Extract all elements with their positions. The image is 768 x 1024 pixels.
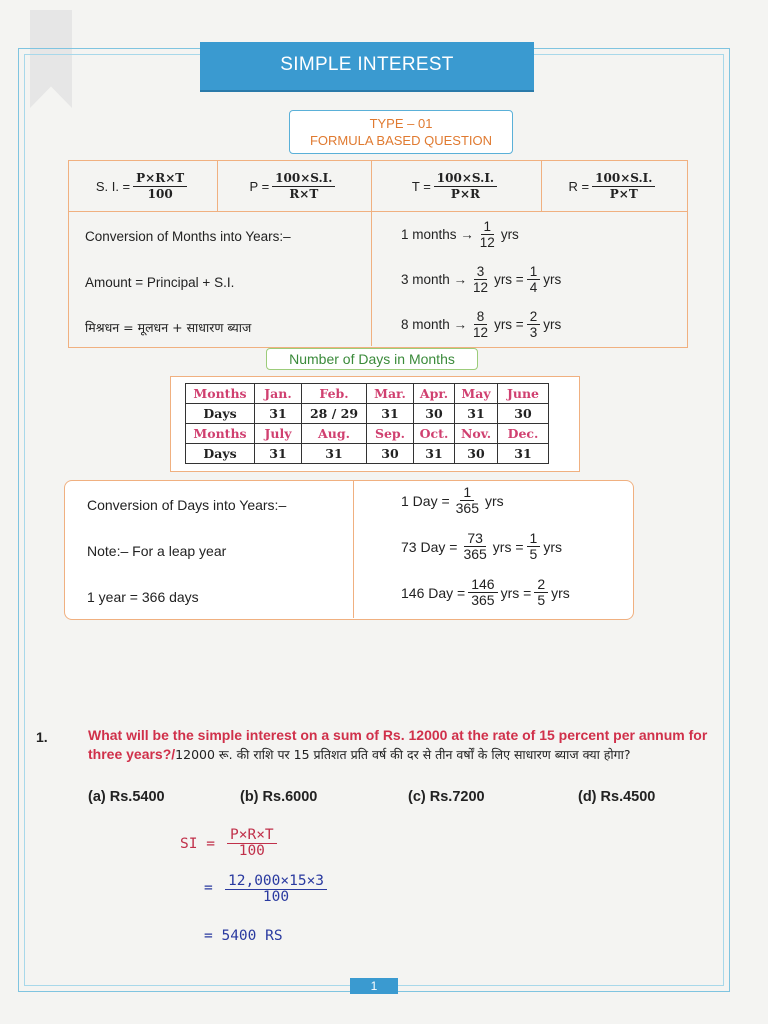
conversion-text: 8 month → — [401, 317, 468, 332]
table-cell: 31 — [367, 404, 414, 424]
numerator: P×R×T — [227, 828, 277, 844]
table-row — [186, 384, 549, 404]
p-formula-lhs: P = — [249, 178, 270, 194]
denominator: 12 — [479, 235, 495, 250]
table-cell: 31 — [414, 444, 455, 464]
numerator: 73 — [464, 531, 486, 547]
denominator: 100 — [262, 889, 290, 905]
divider — [217, 161, 218, 211]
month-conversion-8 — [401, 309, 561, 340]
table-cell: Oct. — [414, 424, 455, 444]
solution-equals: = — [204, 880, 213, 896]
numerator: 2 — [527, 309, 541, 325]
table-cell: Feb. — [302, 384, 367, 404]
fraction — [527, 531, 541, 562]
days-conversion-box — [64, 480, 634, 620]
option-c[interactable]: (c) Rs.7200 — [408, 789, 485, 805]
r-formula-lhs: R = — [568, 178, 590, 194]
table-cell: Sep. — [367, 424, 414, 444]
divider — [353, 481, 354, 618]
table-cell: Nov. — [455, 424, 498, 444]
conversion-unit: yrs — [543, 317, 562, 332]
denominator: 365 — [471, 592, 495, 608]
table-cell: 31 — [455, 404, 498, 424]
numerator: 1 — [460, 485, 474, 501]
table-cell: Apr. — [414, 384, 455, 404]
numerator: 1 — [527, 264, 541, 280]
fraction — [453, 485, 482, 516]
conversion-unit: yrs — [485, 492, 504, 509]
type-number: TYPE – 01 — [369, 116, 433, 131]
days-conversion-heading: Conversion of Days into Years:– — [87, 497, 287, 513]
month-conversion-3 — [401, 264, 561, 295]
numerator: 12,000×15×3 — [225, 874, 327, 890]
conversion-equals: yrs = — [500, 584, 532, 601]
fraction — [527, 264, 541, 295]
p-formula — [217, 161, 371, 211]
conversion-equals: yrs = — [492, 538, 524, 555]
table-row — [186, 444, 549, 464]
day-conversion-73 — [401, 531, 562, 562]
solution-lhs: SI = — [180, 836, 215, 852]
table-cell: July — [255, 424, 302, 444]
amount-formula-hindi: मिश्रधन = मूलधन + साधारण ब्याज — [85, 320, 252, 335]
denominator: 12 — [473, 280, 489, 295]
solution-result: = 5400 RS — [204, 928, 283, 944]
table-cell: 31 — [255, 404, 302, 424]
table-cell: 31 — [498, 444, 549, 464]
table-cell: May — [455, 384, 498, 404]
option-b[interactable]: (b) Rs.6000 — [240, 789, 318, 805]
fraction — [477, 219, 498, 250]
t-formula-lhs: T = — [411, 178, 431, 194]
r-denominator: P×T — [609, 186, 638, 201]
numerator: 1 — [527, 531, 541, 547]
table-cell: Months — [186, 424, 255, 444]
page-number: 1 — [350, 978, 398, 994]
si-numerator: P×R×T — [133, 171, 187, 187]
divider — [371, 161, 372, 346]
fraction — [470, 264, 491, 295]
denominator: 5 — [537, 592, 546, 608]
si-fraction — [133, 171, 187, 202]
fraction — [460, 531, 489, 562]
table-row — [186, 404, 549, 424]
conversion-text: 146 Day = — [401, 584, 466, 601]
t-denominator: P×R — [450, 186, 480, 201]
t-formula — [371, 161, 541, 211]
numerator: 1 — [481, 219, 495, 235]
table-cell: 30 — [455, 444, 498, 464]
days-section-label: Number of Days in Months — [266, 348, 478, 370]
r-fraction — [592, 171, 655, 202]
denominator: 365 — [455, 500, 479, 516]
denominator: 4 — [529, 280, 538, 295]
table-cell: Months — [186, 384, 255, 404]
fraction — [470, 309, 491, 340]
type-description: FORMULA BASED QUESTION — [309, 133, 493, 148]
table-cell: 28 / 29 — [302, 404, 367, 424]
p-denominator: R×T — [289, 186, 319, 201]
p-numerator: 100×S.I. — [272, 171, 335, 187]
question-text-hindi: 12000 रू. की राशि पर 15 प्रतिशत प्रति वर्ष की दर से तीन वर्षों के लिए साधारण ब्याज क्या होगा? — [175, 747, 631, 762]
conversion-unit: yrs — [543, 538, 562, 555]
table-cell: Jan. — [255, 384, 302, 404]
table-cell: June — [498, 384, 549, 404]
r-formula — [541, 161, 686, 211]
amount-formula: Amount = Principal + S.I. — [85, 275, 235, 290]
numerator: 3 — [474, 264, 488, 280]
table-cell: Days — [186, 444, 255, 464]
fraction — [534, 577, 548, 608]
conversion-equals: yrs = — [494, 272, 524, 287]
question-text — [88, 726, 720, 764]
type-label — [289, 110, 513, 154]
table-cell: Aug. — [302, 424, 367, 444]
page-title: SIMPLE INTEREST — [200, 42, 534, 90]
table-cell: Days — [186, 404, 255, 424]
formula-table — [68, 160, 688, 348]
conversion-unit: yrs — [543, 272, 562, 287]
si-formula — [69, 161, 217, 211]
fraction — [527, 309, 541, 340]
solution-formula-fraction — [227, 828, 277, 859]
days-table-container — [170, 376, 580, 472]
days-in-months-table — [185, 383, 549, 464]
denominator: 12 — [473, 325, 489, 340]
conversion-text: 73 Day = — [401, 538, 458, 555]
table-cell: 30 — [367, 444, 414, 464]
table-cell: 30 — [414, 404, 455, 424]
t-fraction — [434, 171, 497, 202]
table-row — [186, 424, 549, 444]
months-conversion-heading: Conversion of Months into Years:– — [85, 229, 291, 244]
formula-row — [69, 161, 687, 212]
numerator: 2 — [534, 577, 548, 593]
leap-year-days: 1 year = 366 days — [87, 589, 199, 605]
option-a[interactable]: (a) Rs.5400 — [88, 789, 165, 805]
denominator: 365 — [463, 546, 487, 562]
table-cell: 31 — [302, 444, 367, 464]
conversion-equals: yrs = — [494, 317, 524, 332]
table-cell: 31 — [255, 444, 302, 464]
table-cell: Mar. — [367, 384, 414, 404]
si-formula-lhs: S. I. = — [95, 178, 131, 194]
option-d[interactable]: (d) Rs.4500 — [578, 789, 656, 805]
conversion-text: 1 months → — [401, 227, 474, 242]
divider — [541, 161, 542, 211]
conversion-unit: yrs — [551, 584, 570, 601]
question-number: 1. — [36, 729, 48, 745]
conversion-text: 3 month → — [401, 272, 468, 287]
table-cell: Dec. — [498, 424, 549, 444]
si-denominator: 100 — [147, 186, 173, 201]
day-conversion-1 — [401, 485, 504, 516]
denominator: 100 — [238, 843, 265, 859]
table-cell: 30 — [498, 404, 549, 424]
numerator: 8 — [474, 309, 488, 325]
fraction — [468, 577, 497, 608]
p-fraction — [272, 171, 335, 202]
r-numerator: 100×S.I. — [592, 171, 655, 187]
month-conversion-1 — [401, 219, 519, 250]
solution-substitution-fraction — [225, 874, 327, 905]
denominator: 5 — [529, 546, 538, 562]
denominator: 3 — [529, 325, 538, 340]
conversion-text: 1 Day = — [401, 492, 450, 509]
conversion-unit: yrs — [500, 227, 519, 242]
t-numerator: 100×S.I. — [434, 171, 497, 187]
numerator: 146 — [468, 577, 497, 593]
day-conversion-146 — [401, 577, 570, 608]
question-text-english: What will be the simple interest on a sum of Rs. 12000 at the rate of 15 percent per annum for three years?/ — [88, 727, 708, 762]
leap-year-note: Note:– For a leap year — [87, 543, 227, 559]
